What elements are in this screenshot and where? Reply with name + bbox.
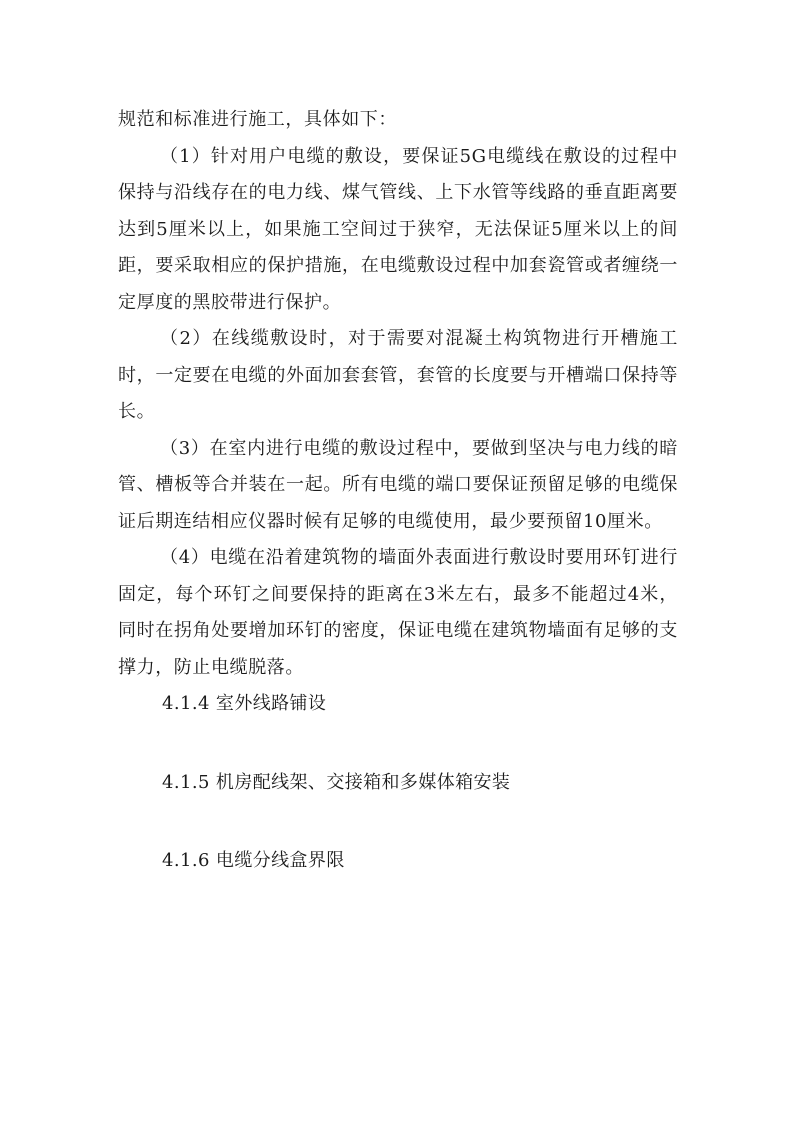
item-paragraph-4: （4）电缆在沿着建筑物的墙面外表面进行敷设时要用环钉进行固定，每个环钉之间要保持的距离在3米左右，最多不能超过4米，同时在拐角处要增加环钉的密度，保证电缆在建筑物墙面有足够的支撑力，防止电缆脱落。 xyxy=(118,547,678,678)
section-gap xyxy=(118,723,678,765)
document-body xyxy=(118,102,678,880)
section-heading-4-1-4: 4.1.4 室外线路铺设 xyxy=(162,693,327,714)
intro-paragraph: 规范和标准进行施工，具体如下： xyxy=(118,109,397,130)
section-heading-4-1-5: 4.1.5 机房配线架、交接箱和多媒体箱安装 xyxy=(162,771,511,793)
section-heading-4-1-6: 4.1.6 电缆分线盒界限 xyxy=(162,850,345,871)
item-paragraph-3: （3）在室内进行电缆的敷设过程中，要做到坚决与电力线的暗管、槽板等合并装在一起。所有电缆的端口要保证预留足够的电缆保证后期连结相应仪器时候有足够的电缆使用，最少要预留10厘米。 xyxy=(118,437,678,532)
section-gap xyxy=(118,801,678,843)
item-paragraph-1: （1）针对用户电缆的敷设，要保证5G电缆线在敷设的过程中保持与沿线存在的电力线、煤气管线、上下水管等线路的垂直距离要达到5厘米以上，如果施工空间过于狭窄，无法保证5厘米以上的间距，要采取相应的保护措施，在电缆敷设过程中加套瓷管或者缠绕一定厚度的黑胶带进行保护。 xyxy=(118,145,678,313)
item-paragraph-2: （2）在线缆敷设时，对于需要对混凝土构筑物进行开槽施工时，一定要在电缆的外面加套套管，套管的长度要与开槽端口保持等长。 xyxy=(118,328,678,422)
